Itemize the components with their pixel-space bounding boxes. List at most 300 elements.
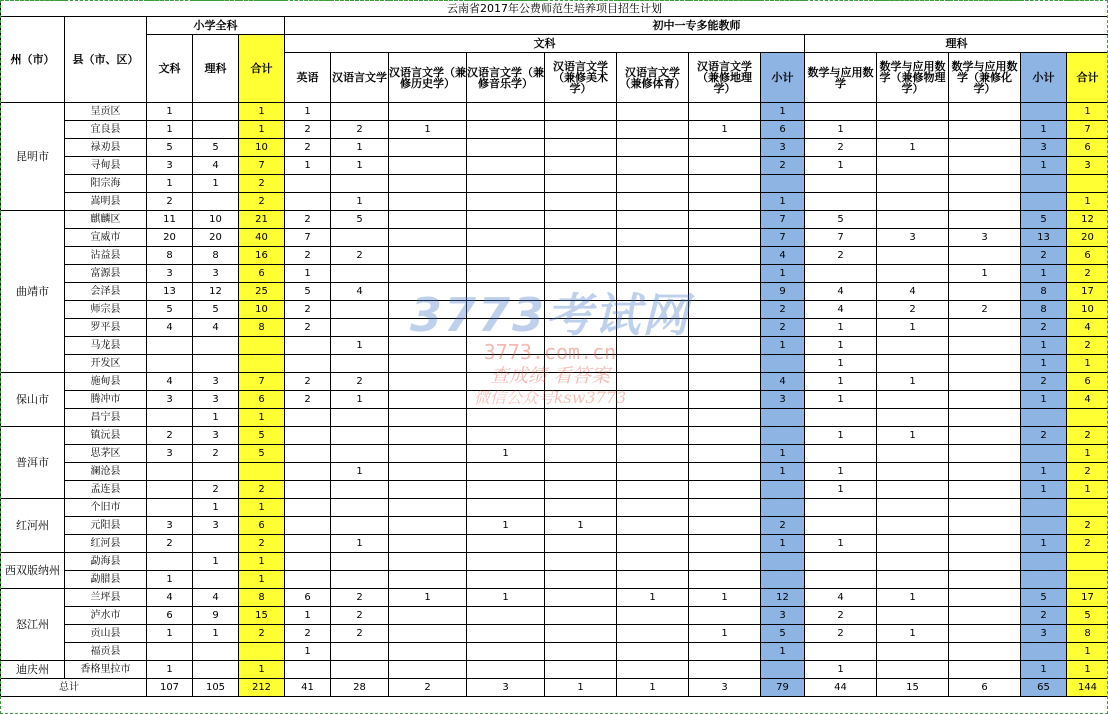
value-cell (545, 265, 617, 283)
value-cell (805, 103, 877, 121)
value-cell: 5 (1067, 607, 1108, 625)
value-cell: 1 (1021, 157, 1067, 175)
value-cell: 40 (239, 229, 285, 247)
header-primary-group: 小学全科 (147, 17, 285, 35)
value-cell: 20 (193, 229, 239, 247)
value-cell: 12 (1067, 211, 1108, 229)
value-cell (239, 337, 285, 355)
value-cell (1021, 175, 1067, 193)
value-cell (545, 139, 617, 157)
value-cell (617, 517, 689, 535)
value-cell (761, 427, 805, 445)
value-cell (617, 193, 689, 211)
value-cell (617, 355, 689, 373)
header-arts-group: 文科 (285, 35, 805, 53)
value-cell: 1 (689, 589, 761, 607)
value-cell (805, 571, 877, 589)
value-cell: 1 (389, 589, 467, 607)
value-cell (617, 121, 689, 139)
value-cell (949, 499, 1021, 517)
value-cell: 25 (239, 283, 285, 301)
value-cell (389, 463, 467, 481)
value-cell: 1 (1021, 391, 1067, 409)
value-cell: 2 (285, 247, 331, 265)
value-cell (689, 427, 761, 445)
value-cell (467, 319, 545, 337)
value-cell: 2 (1021, 319, 1067, 337)
table-row (1, 229, 1108, 247)
value-cell (389, 103, 467, 121)
value-cell: 1 (1021, 481, 1067, 499)
value-cell: 4 (1067, 319, 1108, 337)
value-cell: 3 (1021, 139, 1067, 157)
value-cell (331, 427, 389, 445)
value-cell (389, 211, 467, 229)
value-cell (949, 355, 1021, 373)
county-cell: 宣威市 (65, 229, 147, 247)
prefecture-cell: 怒江州 (1, 589, 65, 661)
value-cell (545, 121, 617, 139)
value-cell (545, 499, 617, 517)
value-cell (285, 355, 331, 373)
total-label: 总计 (1, 679, 147, 697)
value-cell: 1 (239, 661, 285, 679)
value-cell: 4 (193, 319, 239, 337)
value-cell: 3 (193, 265, 239, 283)
value-cell (617, 625, 689, 643)
value-cell (467, 481, 545, 499)
value-cell (877, 391, 949, 409)
value-cell (545, 283, 617, 301)
value-cell (689, 373, 761, 391)
watermark-wechat: 微信公众号ksw3773 (473, 388, 627, 407)
value-cell: 1 (147, 571, 193, 589)
value-cell: 1 (805, 427, 877, 445)
value-cell: 2 (239, 481, 285, 499)
value-cell: 1 (877, 625, 949, 643)
value-cell: 2 (1021, 427, 1067, 445)
value-cell (617, 247, 689, 265)
value-cell (389, 139, 467, 157)
value-cell (389, 607, 467, 625)
value-cell (467, 247, 545, 265)
value-cell (193, 643, 239, 661)
value-cell (877, 193, 949, 211)
value-cell (689, 391, 761, 409)
value-cell (617, 283, 689, 301)
value-cell (1021, 553, 1067, 571)
header-p-total: 合计 (239, 35, 285, 103)
value-cell (877, 409, 949, 427)
county-cell: 昌宁县 (65, 409, 147, 427)
value-cell: 5 (1021, 211, 1067, 229)
value-cell: 11 (147, 211, 193, 229)
value-cell: 2 (1067, 427, 1108, 445)
value-cell (239, 643, 285, 661)
county-cell: 禄劝县 (65, 139, 147, 157)
value-cell: 5 (285, 283, 331, 301)
value-cell (949, 553, 1021, 571)
county-cell: 沾益县 (65, 247, 147, 265)
value-cell (949, 337, 1021, 355)
county-cell: 腾冲市 (65, 391, 147, 409)
value-cell: 20 (147, 229, 193, 247)
value-cell (877, 175, 949, 193)
value-cell (389, 265, 467, 283)
value-cell: 2 (285, 211, 331, 229)
header-chinese-history: 汉语言文学（兼修历史学） (389, 53, 467, 103)
value-cell (389, 661, 467, 679)
county-cell: 兰坪县 (65, 589, 147, 607)
table-row (1, 337, 1108, 355)
table-row (1, 625, 1108, 643)
value-cell (147, 409, 193, 427)
value-cell: 2 (761, 157, 805, 175)
value-cell: 1 (285, 103, 331, 121)
value-cell: 1 (1021, 661, 1067, 679)
value-cell: 3 (193, 427, 239, 445)
value-cell (545, 427, 617, 445)
value-cell: 4 (761, 373, 805, 391)
value-cell (467, 265, 545, 283)
total-value-cell: 1 (545, 679, 617, 697)
prefecture-cell: 普洱市 (1, 427, 65, 499)
value-cell (877, 463, 949, 481)
value-cell: 4 (805, 301, 877, 319)
value-cell (331, 355, 389, 373)
value-cell (147, 355, 193, 373)
value-cell (331, 499, 389, 517)
value-cell: 10 (239, 301, 285, 319)
county-cell: 澜沧县 (65, 463, 147, 481)
value-cell (467, 157, 545, 175)
header-math-physics: 数学与应用数学（兼修物理学） (877, 53, 949, 103)
value-cell (877, 661, 949, 679)
county-cell: 寻甸县 (65, 157, 147, 175)
value-cell (949, 481, 1021, 499)
value-cell (545, 247, 617, 265)
value-cell (545, 229, 617, 247)
value-cell (949, 121, 1021, 139)
county-cell: 会泽县 (65, 283, 147, 301)
value-cell: 1 (877, 427, 949, 445)
value-cell: 8 (239, 589, 285, 607)
value-cell (617, 427, 689, 445)
county-cell: 宜良县 (65, 121, 147, 139)
value-cell (877, 643, 949, 661)
value-cell (147, 463, 193, 481)
value-cell (285, 571, 331, 589)
value-cell (761, 175, 805, 193)
total-value-cell: 144 (1067, 679, 1108, 697)
value-cell (193, 661, 239, 679)
value-cell (467, 553, 545, 571)
value-cell (193, 463, 239, 481)
value-cell (331, 445, 389, 463)
value-cell: 1 (1021, 265, 1067, 283)
value-cell (617, 175, 689, 193)
value-cell (389, 319, 467, 337)
table-row (1, 175, 1108, 193)
value-cell: 1 (805, 319, 877, 337)
value-cell: 1 (761, 643, 805, 661)
value-cell: 2 (761, 319, 805, 337)
value-cell (467, 193, 545, 211)
value-cell: 2 (1067, 337, 1108, 355)
value-cell (389, 355, 467, 373)
value-cell: 1 (1067, 661, 1108, 679)
value-cell: 3 (147, 445, 193, 463)
value-cell: 1 (949, 265, 1021, 283)
value-cell: 4 (331, 283, 389, 301)
value-cell (689, 355, 761, 373)
value-cell (805, 175, 877, 193)
value-cell (285, 661, 331, 679)
value-cell (389, 391, 467, 409)
table-row (1, 517, 1108, 535)
value-cell (467, 211, 545, 229)
value-cell (805, 499, 877, 517)
value-cell (239, 463, 285, 481)
value-cell (331, 175, 389, 193)
value-cell: 2 (285, 319, 331, 337)
value-cell: 2 (805, 139, 877, 157)
header-prefecture: 州（市） (1, 17, 65, 103)
value-cell (389, 229, 467, 247)
value-cell (389, 427, 467, 445)
value-cell: 1 (193, 553, 239, 571)
value-cell: 3 (193, 517, 239, 535)
value-cell (689, 247, 761, 265)
value-cell (147, 553, 193, 571)
value-cell: 3 (761, 391, 805, 409)
total-value-cell: 2 (389, 679, 467, 697)
value-cell (1067, 175, 1108, 193)
value-cell: 2 (331, 589, 389, 607)
value-cell (761, 553, 805, 571)
value-cell: 1 (239, 103, 285, 121)
header-math-chemistry: 数学与应用数学（兼修化学） (949, 53, 1021, 103)
value-cell (389, 409, 467, 427)
value-cell (949, 643, 1021, 661)
prefecture-cell: 红河州 (1, 499, 65, 553)
value-cell: 1 (805, 481, 877, 499)
value-cell: 2 (331, 373, 389, 391)
value-cell: 2 (949, 301, 1021, 319)
value-cell: 1 (1067, 643, 1108, 661)
value-cell (877, 499, 949, 517)
value-cell (689, 607, 761, 625)
value-cell: 7 (761, 211, 805, 229)
value-cell: 1 (761, 193, 805, 211)
county-cell: 福贡县 (65, 643, 147, 661)
value-cell: 1 (805, 355, 877, 373)
county-cell: 勐腊县 (65, 571, 147, 589)
value-cell: 1 (147, 661, 193, 679)
value-cell (467, 337, 545, 355)
value-cell (805, 553, 877, 571)
value-cell: 2 (331, 625, 389, 643)
value-cell (617, 139, 689, 157)
value-cell (689, 211, 761, 229)
value-cell (689, 175, 761, 193)
value-cell: 1 (805, 535, 877, 553)
value-cell: 1 (1021, 355, 1067, 373)
county-cell: 开发区 (65, 355, 147, 373)
value-cell (949, 661, 1021, 679)
table-row (1, 193, 1108, 211)
value-cell (467, 175, 545, 193)
value-cell (467, 661, 545, 679)
value-cell: 17 (1067, 589, 1108, 607)
prefecture-cell: 西双版纳州 (1, 553, 65, 589)
prefecture-cell: 昆明市 (1, 103, 65, 211)
value-cell: 1 (239, 121, 285, 139)
value-cell: 2 (239, 535, 285, 553)
value-cell (617, 535, 689, 553)
value-cell: 1 (805, 157, 877, 175)
value-cell (617, 553, 689, 571)
value-cell (545, 193, 617, 211)
table-row (1, 373, 1108, 391)
value-cell: 2 (1067, 535, 1108, 553)
value-cell: 3 (1021, 625, 1067, 643)
value-cell (545, 643, 617, 661)
value-cell (877, 211, 949, 229)
value-cell: 1 (389, 121, 467, 139)
value-cell: 1 (1021, 337, 1067, 355)
value-cell (949, 535, 1021, 553)
value-cell: 3 (1067, 157, 1108, 175)
value-cell (949, 283, 1021, 301)
value-cell (545, 301, 617, 319)
value-cell (689, 139, 761, 157)
value-cell (147, 499, 193, 517)
county-cell: 麒麟区 (65, 211, 147, 229)
value-cell: 5 (147, 139, 193, 157)
value-cell: 2 (1067, 517, 1108, 535)
value-cell (331, 409, 389, 427)
value-cell: 1 (1021, 121, 1067, 139)
table-row (1, 211, 1108, 229)
value-cell: 4 (193, 589, 239, 607)
value-cell (331, 553, 389, 571)
value-cell (689, 481, 761, 499)
value-cell: 2 (285, 625, 331, 643)
value-cell: 1 (193, 499, 239, 517)
value-cell (877, 103, 949, 121)
value-cell (239, 355, 285, 373)
value-cell (689, 499, 761, 517)
value-cell: 3 (147, 157, 193, 175)
header-chinese-pe: 汉语言文学（兼修体育） (617, 53, 689, 103)
value-cell: 3 (877, 229, 949, 247)
value-cell (389, 373, 467, 391)
value-cell (545, 661, 617, 679)
value-cell: 1 (689, 625, 761, 643)
value-cell (689, 571, 761, 589)
value-cell: 1 (193, 625, 239, 643)
value-cell (617, 463, 689, 481)
value-cell (949, 589, 1021, 607)
value-cell (949, 193, 1021, 211)
value-cell (949, 391, 1021, 409)
value-cell: 1 (193, 409, 239, 427)
value-cell (285, 427, 331, 445)
total-value-cell: 65 (1021, 679, 1067, 697)
value-cell: 4 (193, 157, 239, 175)
value-cell: 2 (805, 247, 877, 265)
value-cell: 2 (1067, 463, 1108, 481)
table-row (1, 283, 1108, 301)
value-cell (193, 337, 239, 355)
value-cell: 1 (805, 661, 877, 679)
value-cell: 2 (239, 175, 285, 193)
value-cell (949, 319, 1021, 337)
value-cell: 4 (147, 589, 193, 607)
value-cell (545, 445, 617, 463)
value-cell (805, 445, 877, 463)
value-cell: 8 (193, 247, 239, 265)
value-cell: 9 (761, 283, 805, 301)
value-cell: 2 (239, 625, 285, 643)
value-cell (689, 553, 761, 571)
value-cell (689, 229, 761, 247)
value-cell (761, 355, 805, 373)
value-cell: 5 (805, 211, 877, 229)
value-cell: 1 (285, 607, 331, 625)
county-cell: 嵩明县 (65, 193, 147, 211)
header-chinese: 汉语言文学 (331, 53, 389, 103)
value-cell (617, 229, 689, 247)
header-math: 数学与应用数学 (805, 53, 877, 103)
value-cell: 8 (239, 319, 285, 337)
prefecture-cell: 保山市 (1, 373, 65, 427)
value-cell: 1 (331, 157, 389, 175)
value-cell (545, 103, 617, 121)
value-cell (193, 355, 239, 373)
value-cell (617, 643, 689, 661)
value-cell (285, 337, 331, 355)
value-cell (617, 157, 689, 175)
value-cell: 3 (761, 139, 805, 157)
value-cell (689, 535, 761, 553)
value-cell (1021, 103, 1067, 121)
value-cell: 5 (239, 427, 285, 445)
value-cell (689, 445, 761, 463)
value-cell (389, 157, 467, 175)
value-cell: 6 (1067, 139, 1108, 157)
value-cell (389, 625, 467, 643)
county-cell: 马龙县 (65, 337, 147, 355)
value-cell: 9 (193, 607, 239, 625)
county-cell: 红河县 (65, 535, 147, 553)
header-science-subtotal: 小计 (1021, 53, 1067, 103)
value-cell: 2 (285, 391, 331, 409)
value-cell: 1 (239, 553, 285, 571)
value-cell (805, 643, 877, 661)
value-cell (617, 103, 689, 121)
value-cell: 1 (467, 445, 545, 463)
value-cell: 6 (761, 121, 805, 139)
table-row (1, 247, 1108, 265)
value-cell (389, 553, 467, 571)
value-cell: 2 (147, 535, 193, 553)
county-cell: 勐海县 (65, 553, 147, 571)
county-cell: 思茅区 (65, 445, 147, 463)
value-cell (467, 607, 545, 625)
value-cell (689, 463, 761, 481)
